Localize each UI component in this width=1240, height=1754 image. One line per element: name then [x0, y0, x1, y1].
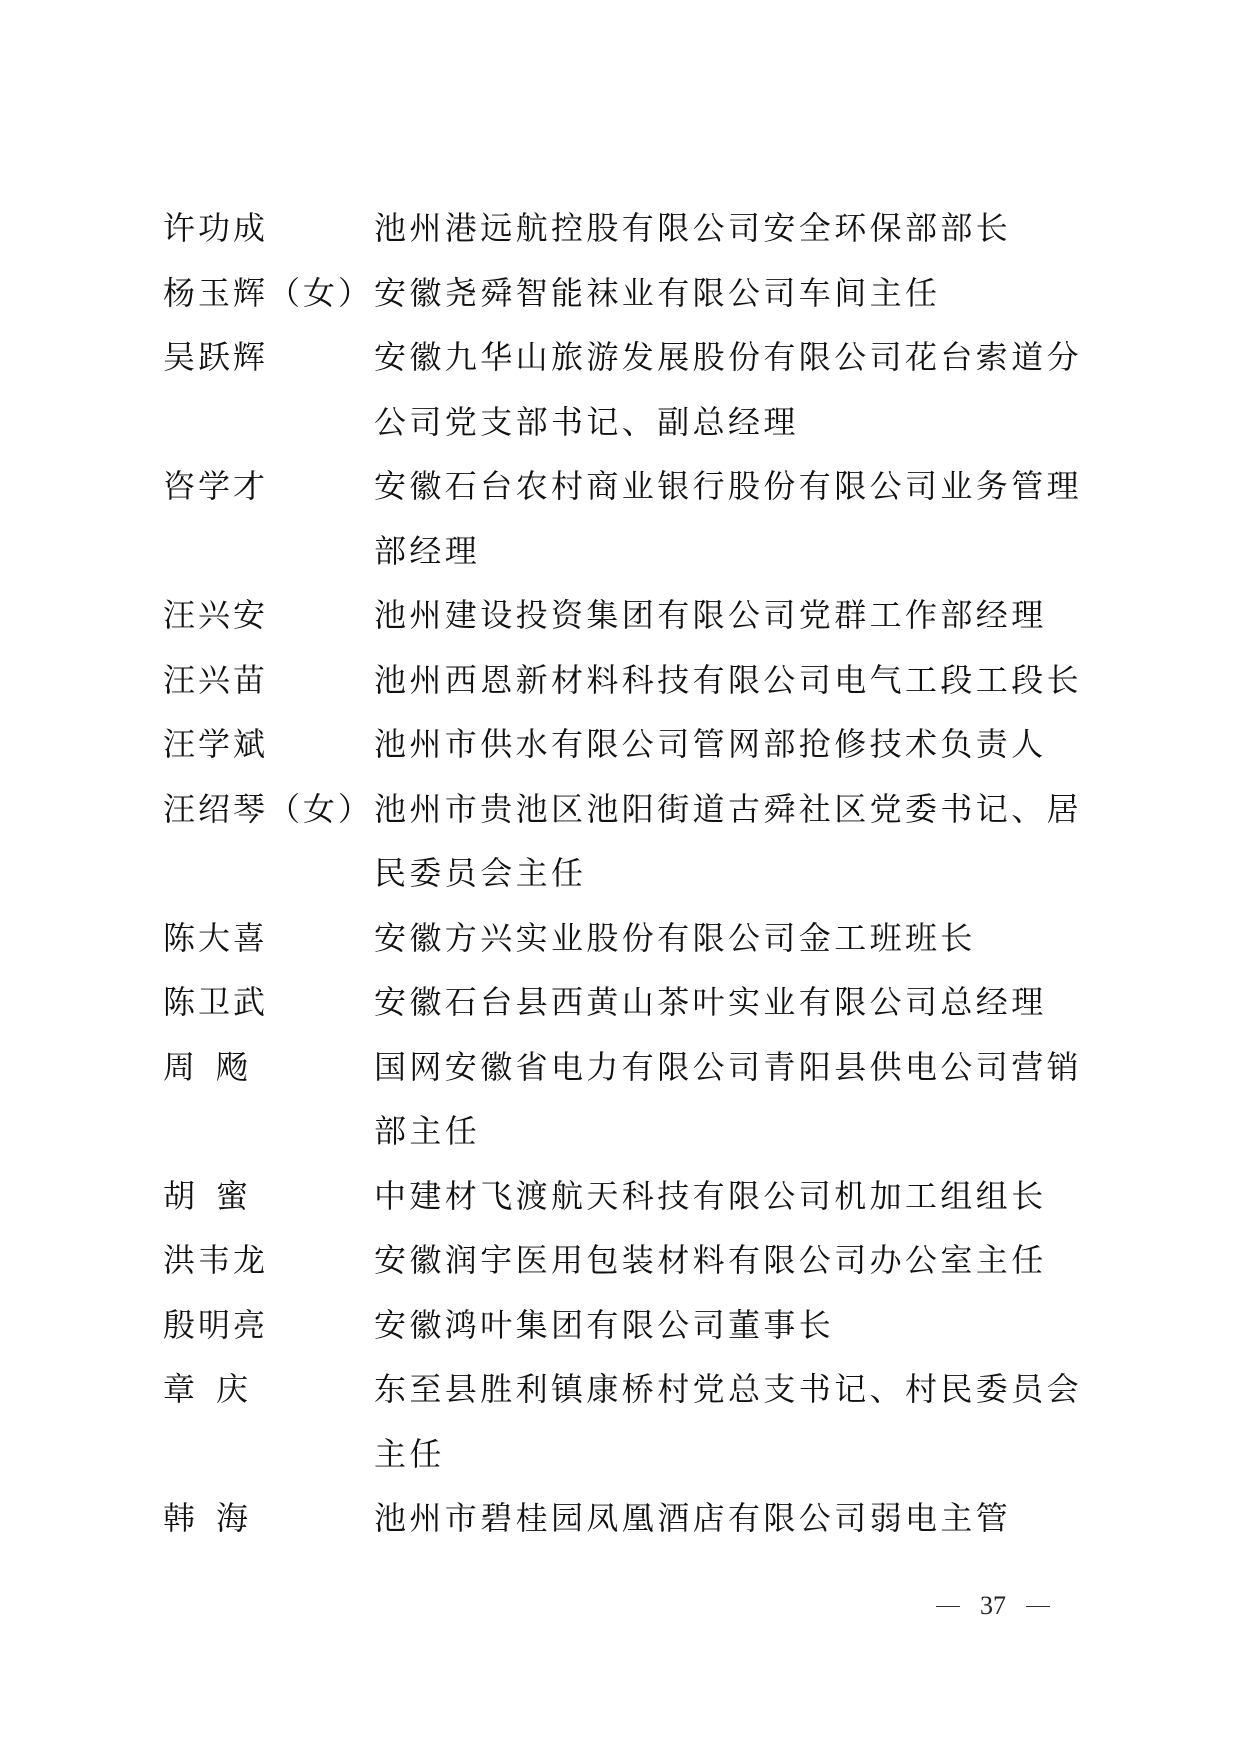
- person-title: 国网安徽省电力有限公司青阳县供电公司营销部主任: [374, 1047, 1083, 1150]
- list-item: [163, 777, 1083, 906]
- person-name: 章庆: [163, 1370, 270, 1408]
- list-item: [163, 325, 1083, 454]
- list-item: [163, 648, 1083, 713]
- person-name: 咨学才: [163, 467, 269, 505]
- list-item: [163, 1035, 1083, 1164]
- person-title: 池州市供水有限公司管网部抢修技术负责人: [374, 725, 1047, 763]
- list-item: [163, 1228, 1083, 1293]
- list-item: [163, 970, 1083, 1035]
- person-title: 安徽方兴实业股份有限公司金工班班长: [374, 918, 976, 957]
- list-item: [163, 261, 1083, 326]
- person-name: 汪绍琴（女）: [163, 789, 374, 828]
- person-title: 池州西恩新材料科技有限公司电气工段工段长: [374, 660, 1083, 699]
- person-title: 安徽九华山旅游发展股份有限公司花台索道分公司党支部书记、副总经理: [374, 338, 1083, 441]
- person-title: 安徽石台县西黄山茶叶实业有限公司总经理: [374, 983, 1047, 1021]
- person-title: 安徽尧舜智能袜业有限公司车间主任: [374, 273, 941, 312]
- list-item: [163, 1164, 1083, 1229]
- person-title: 中建材飞渡航天科技有限公司机加工组组长: [374, 1176, 1047, 1215]
- person-name: 洪韦龙: [163, 1241, 269, 1279]
- list-item: [163, 906, 1083, 971]
- footer-dash-right: [1026, 1606, 1050, 1607]
- person-name: 吴跃辉: [163, 338, 269, 376]
- page-number: 37: [980, 1591, 1006, 1620]
- list-item: [163, 583, 1083, 648]
- person-name: 汪兴安: [163, 596, 269, 634]
- person-name: 汪学斌: [163, 725, 269, 763]
- person-name: 许功成: [163, 209, 269, 247]
- person-name: 陈卫武: [163, 983, 269, 1021]
- list-item: [163, 1293, 1083, 1358]
- list-item: [163, 1357, 1083, 1486]
- list-item: [163, 454, 1083, 583]
- person-name: 杨玉辉（女）: [163, 273, 374, 312]
- honoree-list: [163, 196, 1083, 1551]
- person-title: 池州港远航控股有限公司安全环保部部长: [374, 209, 1012, 247]
- person-name: 殷明亮: [163, 1305, 269, 1344]
- person-title: 池州市碧桂园凤凰酒店有限公司弱电主管: [374, 1499, 1012, 1537]
- footer-dash-left: [936, 1606, 960, 1607]
- list-item: [163, 196, 1083, 261]
- list-item: [163, 1486, 1083, 1551]
- person-name: 陈大喜: [163, 918, 269, 957]
- person-title: 池州市贵池区池阳街道古舜社区党委书记、居民委员会主任: [374, 789, 1083, 892]
- page-footer: [936, 1586, 1050, 1626]
- person-title: 池州建设投资集团有限公司党群工作部经理: [374, 596, 1047, 634]
- person-name: 韩海: [163, 1499, 270, 1537]
- person-name: 周飏: [163, 1047, 270, 1086]
- person-name: 汪兴苗: [163, 660, 269, 699]
- person-title: 安徽鸿叶集团有限公司董事长: [374, 1305, 835, 1344]
- list-item: [163, 712, 1083, 777]
- person-title: 东至县胜利镇康桥村党总支书记、村民委员会主任: [374, 1370, 1083, 1473]
- person-title: 安徽石台农村商业银行股份有限公司业务管理部经理: [374, 467, 1083, 570]
- person-name: 胡蜜: [163, 1176, 270, 1215]
- person-title: 安徽润宇医用包装材料有限公司办公室主任: [374, 1241, 1047, 1279]
